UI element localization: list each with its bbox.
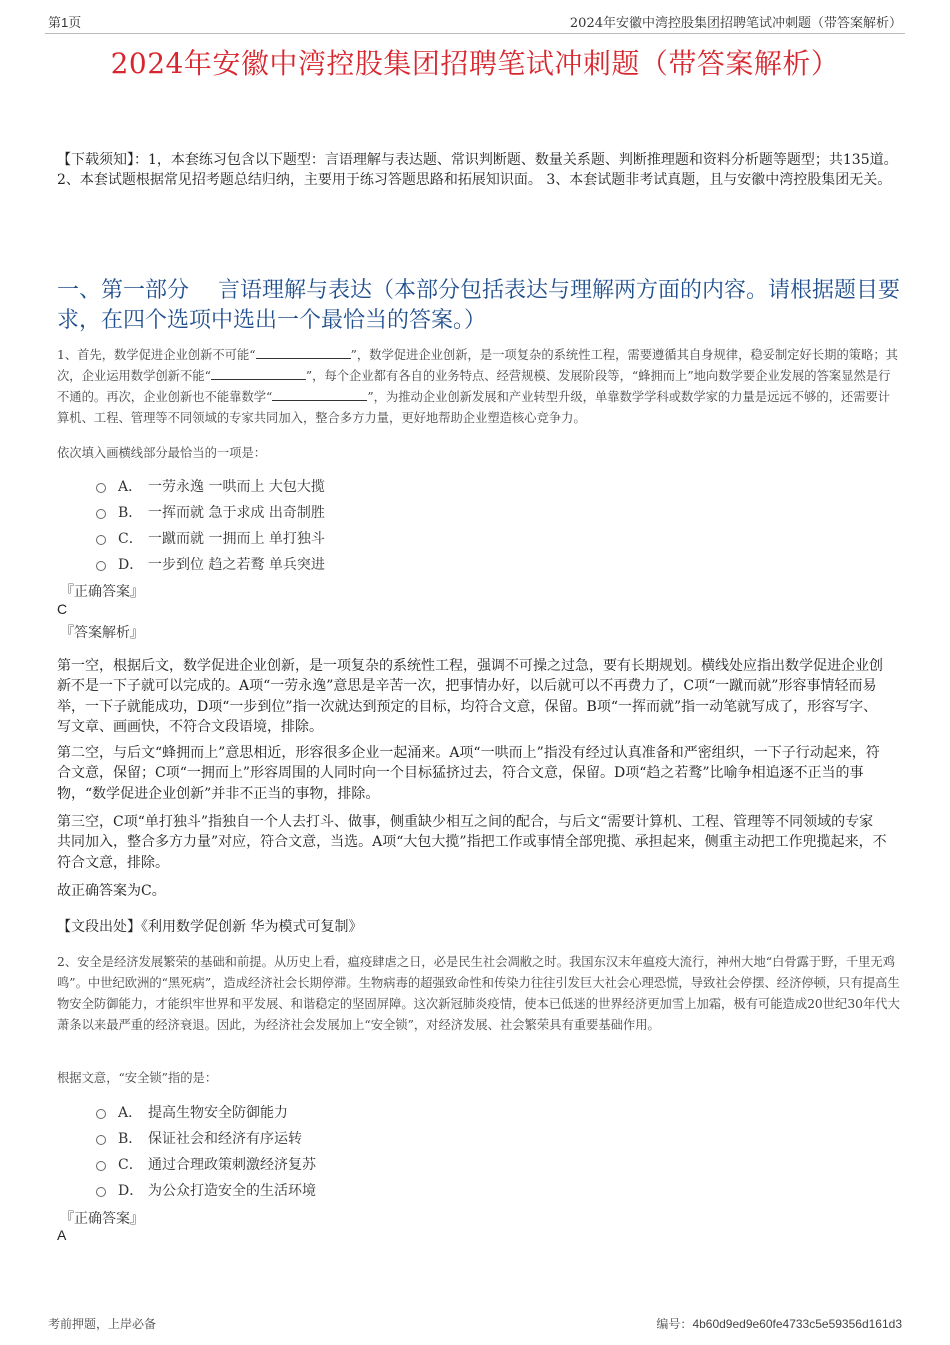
radio-icon[interactable] [96,1187,106,1197]
q1-analysis-paragraph: 第一空，根据后文，数学促进企业创新，是一项复杂的系统性工程，强调不可操之过急，要有长期规划。横线处应指出数学促进企业创新不是一下子就可以完成的。A项“一劳永逸”意思是辛苦一次，把事情办好，以后就可以不再费力了，C项“一蹴而就”形容事情轻而易举，一下子就能成功，D项“一步到位”指一次就达到预定的目标，均符合文意，保留。B项“一挥而就”指一动笔就写成了，形容写字、写文章、画画快，不符合文段语境，排除。 [57,658,883,735]
q2-option-a[interactable]: A． 提高生物安全防御能力 [96,1102,288,1122]
q1-option-a[interactable]: A． 一劳永逸 一哄而上 大包大揽 [96,476,325,496]
radio-icon[interactable] [96,535,106,545]
q1-option-b[interactable]: B． 一挥而就 急于求成 出奇制胜 [96,502,325,522]
fill-blank-3 [272,389,367,401]
q2-option-b[interactable]: B． 保证社会和经济有序运转 [96,1128,302,1148]
q1-analysis-paragraph: 第二空，与后文“蜂拥而上”意思相近，形容很多企业一起涌来。A项“一哄而上”指没有经过认真准备和严密组织，一下子行动起来，符合文意，保留；C项“一拥而上”形容周围的人同时向一个目标猛挤过去，符合文意，保留。D项“趋之若鹜”比喻争相追逐不正当的事物，“数学促进企业创新”并非不正当的事物，排除。 [57,745,880,802]
section-title: 一、第一部分 言语理解与表达（本部分包括表达与理解两方面的内容。请根据题目要求，在四个选项中选出一个最恰当的答案。） [57,278,900,333]
fill-blank-2 [211,368,306,380]
radio-icon[interactable] [96,561,106,571]
q1-answer-label: 『正确答案』 [60,584,144,600]
footer-id: 编号：4b60d9ed9e60fe4733c5e59356d161d3 [656,1317,902,1331]
download-notice: 【下载须知】：1，本套练习包含以下题型：言语理解与表达题、常识判断题、数量关系题、判断推理题和资料分析题等题型；共135道。 2、本套试题根据常见招考题总结归纳，主要用于练习答题思路和拓展知识面。 3、本套试题非考试真题，且与安徽中湾控股集团无关。 [57,152,898,189]
q1-option-d[interactable]: D． 一步到位 趋之若鹜 单兵突进 [96,554,325,574]
header-doc-title: 2024年安徽中湾控股集团招聘笔试冲刺题（带答案解析） [569,16,902,31]
q1-source: 【文段出处】《利用数学促创新 华为模式可复制》 [57,919,363,935]
radio-icon[interactable] [96,1161,106,1171]
page-title: 2024年安徽中湾控股集团招聘笔试冲刺题（带答案解析） [110,47,840,80]
radio-icon[interactable] [96,1109,106,1119]
page-number: 第1页 [48,15,82,30]
radio-icon[interactable] [96,483,106,493]
q2-option-d[interactable]: D． 为公众打造安全的生活环境 [96,1180,316,1200]
footer-slogan: 考前押题，上岸必备 [48,1317,157,1331]
radio-icon[interactable] [96,509,106,519]
q1-analysis-label: 『答案解析』 [60,625,144,641]
q2-answer-label: 『正确答案』 [60,1211,144,1227]
q1-analysis-conclusion: 故正确答案为C。 [57,883,166,899]
q1-answer: C [57,601,68,617]
header-divider [45,33,905,34]
q1-option-c[interactable]: C． 一蹴而就 一拥而上 单打独斗 [96,528,325,548]
q2-option-c[interactable]: C． 通过合理政策刺激经济复苏 [96,1154,316,1174]
q2-answer: A [57,1227,67,1243]
question-2-text: 2、安全是经济发展繁荣的基础和前提。从历史上看，瘟疫肆虐之日，必是民生社会凋敝之时。我国东汉末年瘟疫大流行，神州大地“白骨露于野，千里无鸡鸣”。中世纪欧洲的“黑死病”，造成经济社会长期停滞。生物病毒的超强致命性和传染力往往引发巨大社会心理恐慌，导致社会停摆、经济停顿，只有提高生物安全防御能力，才能织牢世界和平发展、和谐稳定的坚固屏障。这次新冠肺炎疫情，使本已低迷的世界经济更加雪上加霜，极有可能造成20世纪30年代大萧条以来最严重的经济衰退。因此，为经济社会发展加上“安全锁”，对经济发展、社会繁荣具有重要基础作用。 [57,955,900,1033]
q1-analysis-paragraph: 第三空，C项“单打独斗”指独自一个人去打斗、做事，侧重缺少相互之间的配合，与后文“需要计算机、工程、管理等不同领域的专家共同加入，整合多方力量”对应，符合文意，当选。A项“大包大揽”指把工作或事情全部兜揽、承担起来，侧重主动把工作兜揽起来，不符合文意，排除。 [57,814,887,871]
question-2-prompt: 根据文意，“安全锁”指的是： [57,1071,218,1085]
radio-icon[interactable] [96,1135,106,1145]
question-1-prompt: 依次填入画横线部分最恰当的一项是： [57,446,267,460]
question-1-text: 1、首先，数学促进企业创新不可能“ ”，数学促进企业创新，是一项复杂的系统性工程，需要遵循其自身规律，稳妥制定好长期的策略；其次，企业运用数学创新不能“ ”，每个企业都有各自的业务特点、经营规模、发展阶段等，“蜂拥而上”地向数学要企业发展的答案显然是行不通的。再次，企业创新也不能靠数学“ ”，为推动企业创新发展和产业转型升级，单靠数学学科或数学家的力量是远远不够的，还需要计算机、工程、管理等不同领域的专家共同加入，整合多方力量，更好地帮助企业塑造核心竞争力。 [57,348,898,426]
fill-blank-1 [256,347,351,359]
